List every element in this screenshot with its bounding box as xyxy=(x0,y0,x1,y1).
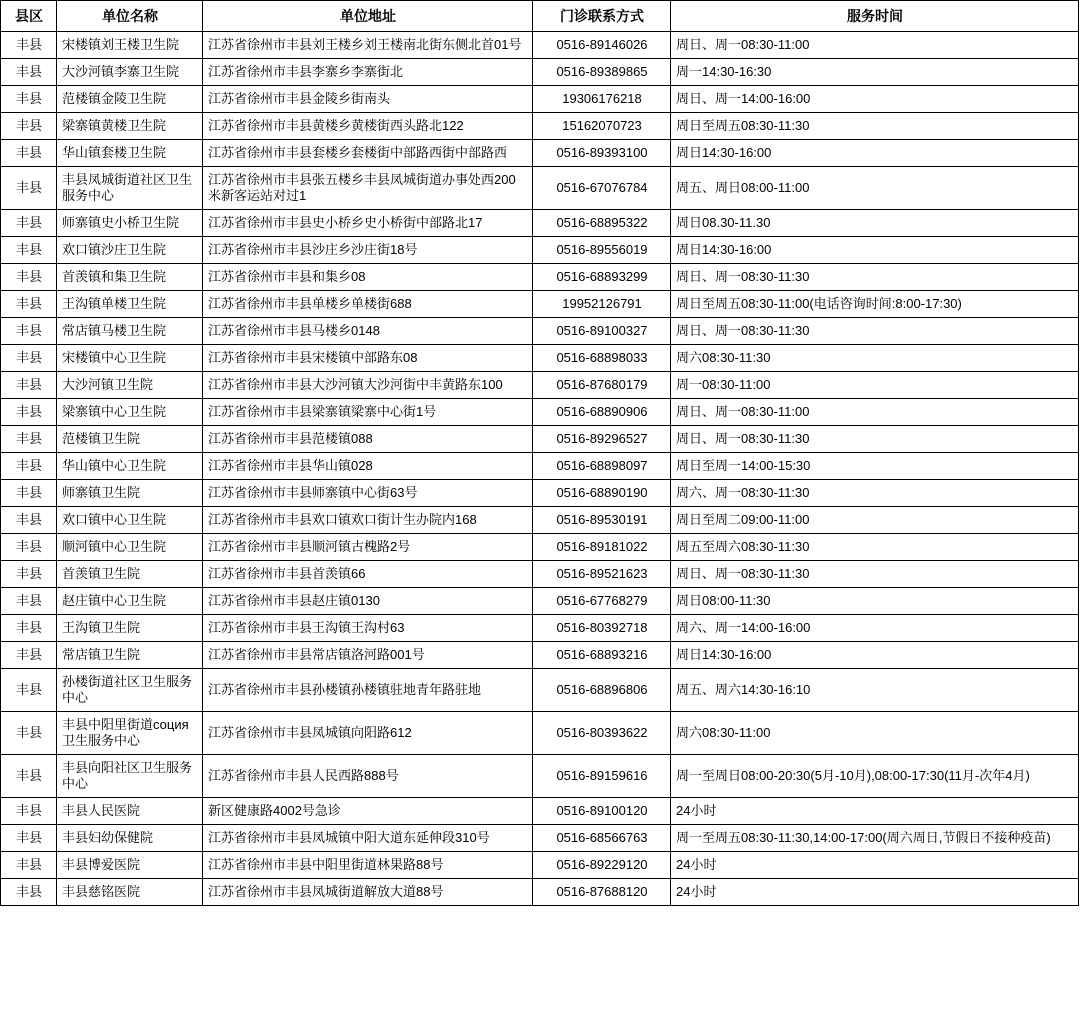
cell-phone: 0516-89100120 xyxy=(533,798,671,825)
cell-address: 江苏省徐州市丰县常店镇洛河路001号 xyxy=(203,642,533,669)
cell-hours: 周五、周六14:30-16:10 xyxy=(671,669,1079,712)
table-row xyxy=(1,86,1079,113)
cell-name: 顺河镇中心卫生院 xyxy=(57,534,203,561)
cell-region: 丰县 xyxy=(1,561,57,588)
cell-hours: 周一至周日08:00-20:30(5月-10月),08:00-17:30(11月-次年4月) xyxy=(671,755,1079,798)
cell-name: 师寨镇史小桥卫生院 xyxy=(57,210,203,237)
cell-address: 江苏省徐州市丰县套楼乡套楼街中部路西街中部路西 xyxy=(203,140,533,167)
cell-hours: 周五、周日08:00-11:00 xyxy=(671,167,1079,210)
cell-phone: 0516-89521623 xyxy=(533,561,671,588)
table-row xyxy=(1,879,1079,906)
table-row xyxy=(1,264,1079,291)
cell-phone: 19952126791 xyxy=(533,291,671,318)
cell-phone: 0516-68898097 xyxy=(533,453,671,480)
cell-hours: 周日14:30-16:00 xyxy=(671,642,1079,669)
cell-phone: 0516-89159616 xyxy=(533,755,671,798)
cell-address: 江苏省徐州市丰县顺河镇古槐路2号 xyxy=(203,534,533,561)
table-row xyxy=(1,669,1079,712)
cell-address: 江苏省徐州市丰县人民西路888号 xyxy=(203,755,533,798)
cell-hours: 周日14:30-16:00 xyxy=(671,237,1079,264)
cell-name: 赵庄镇中心卫生院 xyxy=(57,588,203,615)
cell-phone: 0516-68898033 xyxy=(533,345,671,372)
cell-name: 丰县慈铭医院 xyxy=(57,879,203,906)
cell-region: 丰县 xyxy=(1,237,57,264)
cell-address: 江苏省徐州市丰县凤城镇向阳路612 xyxy=(203,712,533,755)
cell-name: 大沙河镇卫生院 xyxy=(57,372,203,399)
cell-region: 丰县 xyxy=(1,291,57,318)
cell-region: 丰县 xyxy=(1,264,57,291)
cell-region: 丰县 xyxy=(1,798,57,825)
cell-region: 丰县 xyxy=(1,453,57,480)
cell-name: 王沟镇卫生院 xyxy=(57,615,203,642)
cell-hours: 周日、周一08:30-11:30 xyxy=(671,264,1079,291)
cell-region: 丰县 xyxy=(1,615,57,642)
cell-hours: 周一14:30-16:30 xyxy=(671,59,1079,86)
cell-address: 江苏省徐州市丰县首羡镇66 xyxy=(203,561,533,588)
cell-address: 江苏省徐州市丰县华山镇028 xyxy=(203,453,533,480)
cell-address: 江苏省徐州市丰县中阳里街道林果路88号 xyxy=(203,852,533,879)
cell-phone: 0516-68893216 xyxy=(533,642,671,669)
cell-address: 江苏省徐州市丰县单楼乡单楼街688 xyxy=(203,291,533,318)
cell-name: 师寨镇卫生院 xyxy=(57,480,203,507)
table-row xyxy=(1,712,1079,755)
cell-address: 江苏省徐州市丰县宋楼镇中部路东08 xyxy=(203,345,533,372)
cell-name: 欢口镇沙庄卫生院 xyxy=(57,237,203,264)
table-row xyxy=(1,453,1079,480)
cell-phone: 0516-87680179 xyxy=(533,372,671,399)
cell-region: 丰县 xyxy=(1,879,57,906)
cell-address: 江苏省徐州市丰县张五楼乡丰县凤城街道办事处西200米新客运站对过1 xyxy=(203,167,533,210)
column-header-phone: 门诊联系方式 xyxy=(533,1,671,32)
cell-phone: 0516-89296527 xyxy=(533,426,671,453)
cell-name: 丰县向阳社区卫生服务中心 xyxy=(57,755,203,798)
table-row xyxy=(1,59,1079,86)
cell-name: 丰县博爱医院 xyxy=(57,852,203,879)
cell-name: 王沟镇单楼卫生院 xyxy=(57,291,203,318)
cell-name: 孙楼街道社区卫生服务中心 xyxy=(57,669,203,712)
table-row xyxy=(1,642,1079,669)
cell-name: 常店镇卫生院 xyxy=(57,642,203,669)
cell-name: 首羡镇卫生院 xyxy=(57,561,203,588)
cell-region: 丰县 xyxy=(1,399,57,426)
table-row xyxy=(1,113,1079,140)
cell-name: 华山镇套楼卫生院 xyxy=(57,140,203,167)
cell-address: 江苏省徐州市丰县沙庄乡沙庄街18号 xyxy=(203,237,533,264)
cell-hours: 周日、周一14:00-16:00 xyxy=(671,86,1079,113)
cell-phone: 0516-89389865 xyxy=(533,59,671,86)
cell-phone: 0516-80392718 xyxy=(533,615,671,642)
table-row xyxy=(1,588,1079,615)
cell-region: 丰县 xyxy=(1,167,57,210)
table-row xyxy=(1,798,1079,825)
cell-address: 江苏省徐州市丰县凤城镇中阳大道东延伸段310号 xyxy=(203,825,533,852)
table-row xyxy=(1,237,1079,264)
cell-phone: 0516-68890906 xyxy=(533,399,671,426)
cell-phone: 0516-68566763 xyxy=(533,825,671,852)
cell-address: 江苏省徐州市丰县凤城街道解放大道88号 xyxy=(203,879,533,906)
cell-name: 宋楼镇中心卫生院 xyxy=(57,345,203,372)
cell-hours: 周日08:00-11:30 xyxy=(671,588,1079,615)
table-row xyxy=(1,345,1079,372)
cell-address: 江苏省徐州市丰县孙楼镇孙楼镇驻地青年路驻地 xyxy=(203,669,533,712)
cell-region: 丰县 xyxy=(1,507,57,534)
cell-hours: 周日、周一08:30-11:30 xyxy=(671,561,1079,588)
cell-hours: 周日、周一08:30-11:30 xyxy=(671,318,1079,345)
cell-hours: 周日至周五08:30-11:30 xyxy=(671,113,1079,140)
cell-address: 江苏省徐州市丰县史小桥乡史小桥街中部路北17 xyxy=(203,210,533,237)
cell-hours: 周六、周一14:00-16:00 xyxy=(671,615,1079,642)
cell-region: 丰县 xyxy=(1,32,57,59)
cell-address: 江苏省徐州市丰县李寨乡李寨街北 xyxy=(203,59,533,86)
cell-address: 新区健康路4002号急诊 xyxy=(203,798,533,825)
cell-phone: 0516-68890190 xyxy=(533,480,671,507)
column-header-name: 单位名称 xyxy=(57,1,203,32)
cell-name: 丰县人民医院 xyxy=(57,798,203,825)
cell-region: 丰县 xyxy=(1,345,57,372)
table-body xyxy=(1,32,1079,906)
cell-phone: 0516-89100327 xyxy=(533,318,671,345)
cell-address: 江苏省徐州市丰县赵庄镇0130 xyxy=(203,588,533,615)
table-row xyxy=(1,140,1079,167)
cell-hours: 24小时 xyxy=(671,852,1079,879)
cell-name: 宋楼镇刘王楼卫生院 xyxy=(57,32,203,59)
cell-address: 江苏省徐州市丰县欢口镇欢口街计生办院内168 xyxy=(203,507,533,534)
column-header-hours: 服务时间 xyxy=(671,1,1079,32)
cell-hours: 周六08:30-11:30 xyxy=(671,345,1079,372)
cell-address: 江苏省徐州市丰县范楼镇088 xyxy=(203,426,533,453)
cell-phone: 0516-87688120 xyxy=(533,879,671,906)
cell-address: 江苏省徐州市丰县大沙河镇大沙河街中丰黄路东100 xyxy=(203,372,533,399)
table-row xyxy=(1,32,1079,59)
cell-hours: 周日08.30-11.30 xyxy=(671,210,1079,237)
table-row xyxy=(1,167,1079,210)
cell-region: 丰县 xyxy=(1,480,57,507)
table-row xyxy=(1,852,1079,879)
cell-phone: 0516-89229120 xyxy=(533,852,671,879)
cell-hours: 24小时 xyxy=(671,879,1079,906)
table-row xyxy=(1,426,1079,453)
cell-region: 丰县 xyxy=(1,642,57,669)
cell-name: 华山镇中心卫生院 xyxy=(57,453,203,480)
table-row xyxy=(1,507,1079,534)
cell-name: 大沙河镇李寨卫生院 xyxy=(57,59,203,86)
table-row xyxy=(1,318,1079,345)
cell-name: 丰县妇幼保健院 xyxy=(57,825,203,852)
table-row xyxy=(1,480,1079,507)
cell-region: 丰县 xyxy=(1,210,57,237)
cell-region: 丰县 xyxy=(1,534,57,561)
table-header xyxy=(1,1,1079,32)
cell-hours: 周日至周五08:30-11:00(电话咨询时间:8:00-17:30) xyxy=(671,291,1079,318)
cell-region: 丰县 xyxy=(1,712,57,755)
table-row xyxy=(1,615,1079,642)
cell-hours: 周一至周五08:30-11:30,14:00-17:00(周六周日,节假日不接种疫苗) xyxy=(671,825,1079,852)
cell-phone: 0516-89146026 xyxy=(533,32,671,59)
cell-address: 江苏省徐州市丰县和集乡08 xyxy=(203,264,533,291)
column-header-region: 县区 xyxy=(1,1,57,32)
cell-hours: 周五至周六08:30-11:30 xyxy=(671,534,1079,561)
cell-phone: 15162070723 xyxy=(533,113,671,140)
cell-name: 范楼镇卫生院 xyxy=(57,426,203,453)
cell-address: 江苏省徐州市丰县金陵乡街南头 xyxy=(203,86,533,113)
cell-region: 丰县 xyxy=(1,755,57,798)
table-row xyxy=(1,825,1079,852)
table-header-row xyxy=(1,1,1079,32)
cell-hours: 周日至周二09:00-11:00 xyxy=(671,507,1079,534)
cell-region: 丰县 xyxy=(1,852,57,879)
cell-name: 梁寨镇黄楼卫生院 xyxy=(57,113,203,140)
cell-name: 欢口镇中心卫生院 xyxy=(57,507,203,534)
cell-region: 丰县 xyxy=(1,86,57,113)
cell-phone: 0516-68893299 xyxy=(533,264,671,291)
table-row xyxy=(1,561,1079,588)
column-header-address: 单位地址 xyxy=(203,1,533,32)
cell-region: 丰县 xyxy=(1,669,57,712)
cell-phone: 0516-89556019 xyxy=(533,237,671,264)
table-row xyxy=(1,372,1079,399)
table-row xyxy=(1,291,1079,318)
cell-address: 江苏省徐州市丰县王沟镇王沟村63 xyxy=(203,615,533,642)
cell-phone: 19306176218 xyxy=(533,86,671,113)
table-row xyxy=(1,755,1079,798)
cell-hours: 周日、周一08:30-11:30 xyxy=(671,426,1079,453)
cell-region: 丰县 xyxy=(1,318,57,345)
cell-phone: 0516-80393622 xyxy=(533,712,671,755)
cell-phone: 0516-89181022 xyxy=(533,534,671,561)
cell-address: 江苏省徐州市丰县刘王楼乡刘王楼南北街东侧北首01号 xyxy=(203,32,533,59)
cell-region: 丰县 xyxy=(1,59,57,86)
cell-name: 首羡镇和集卫生院 xyxy=(57,264,203,291)
cell-phone: 0516-67076784 xyxy=(533,167,671,210)
cell-name: 梁寨镇中心卫生院 xyxy=(57,399,203,426)
cell-hours: 周日至周一14:00-15:30 xyxy=(671,453,1079,480)
cell-phone: 0516-68896806 xyxy=(533,669,671,712)
cell-address: 江苏省徐州市丰县马楼乡0148 xyxy=(203,318,533,345)
cell-name: 常店镇马楼卫生院 xyxy=(57,318,203,345)
cell-address: 江苏省徐州市丰县师寨镇中心街63号 xyxy=(203,480,533,507)
cell-name: 丰县中阳里街道соция卫生服务中心 xyxy=(57,712,203,755)
cell-region: 丰县 xyxy=(1,588,57,615)
cell-hours: 周六、周一08:30-11:30 xyxy=(671,480,1079,507)
cell-hours: 周日、周一08:30-11:00 xyxy=(671,399,1079,426)
cell-region: 丰县 xyxy=(1,426,57,453)
cell-region: 丰县 xyxy=(1,140,57,167)
cell-hours: 24小时 xyxy=(671,798,1079,825)
cell-phone: 0516-67768279 xyxy=(533,588,671,615)
table-row xyxy=(1,399,1079,426)
cell-name: 丰县凤城街道社区卫生服务中心 xyxy=(57,167,203,210)
cell-hours: 周日、周一08:30-11:00 xyxy=(671,32,1079,59)
cell-region: 丰县 xyxy=(1,113,57,140)
cell-address: 江苏省徐州市丰县梁寨镇梁寨中心街1号 xyxy=(203,399,533,426)
cell-hours: 周一08:30-11:00 xyxy=(671,372,1079,399)
cell-name: 范楼镇金陵卫生院 xyxy=(57,86,203,113)
table-row xyxy=(1,534,1079,561)
cell-phone: 0516-89530191 xyxy=(533,507,671,534)
cell-phone: 0516-89393100 xyxy=(533,140,671,167)
cell-phone: 0516-68895322 xyxy=(533,210,671,237)
cell-address: 江苏省徐州市丰县黄楼乡黄楼街西头路北122 xyxy=(203,113,533,140)
cell-hours: 周六08:30-11:00 xyxy=(671,712,1079,755)
cell-hours: 周日14:30-16:00 xyxy=(671,140,1079,167)
cell-region: 丰县 xyxy=(1,372,57,399)
table-row xyxy=(1,210,1079,237)
cell-region: 丰县 xyxy=(1,825,57,852)
